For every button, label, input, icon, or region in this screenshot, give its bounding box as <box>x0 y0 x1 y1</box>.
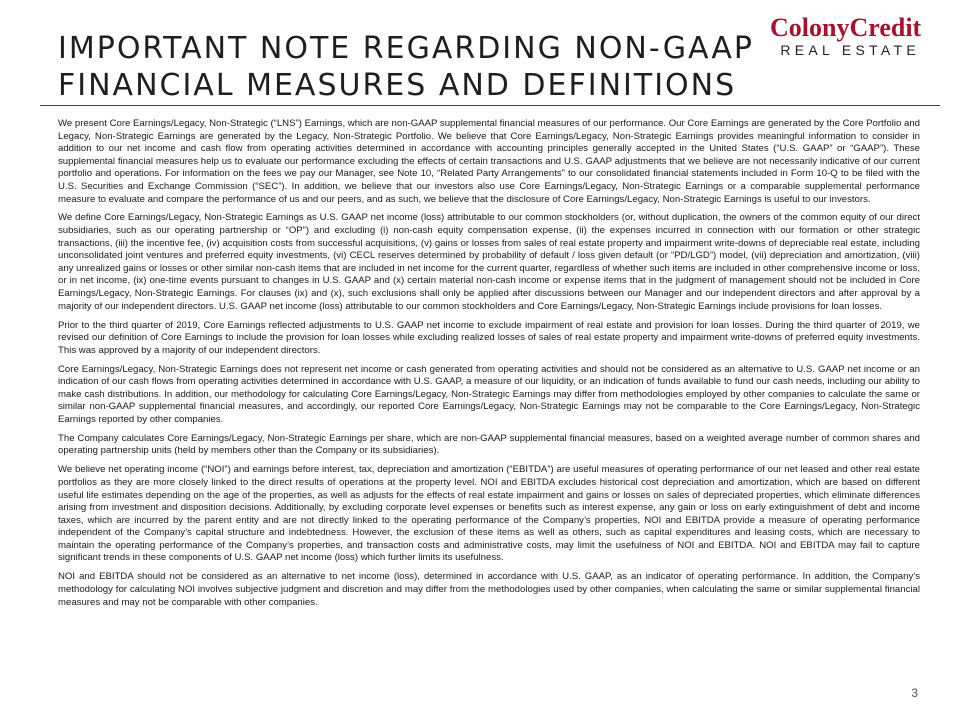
page-number: 3 <box>911 686 918 700</box>
logo-wordmark <box>770 14 920 42</box>
company-logo <box>770 14 920 58</box>
header-divider <box>40 105 940 106</box>
paragraph-per-share: The Company calculates Core Earnings/Legacy, Non-Strategic Earnings per share, which are non-GAAP supplemental financial measures, based on a weighted average number of common shares and operating partnership units (held by members other than the Company or its subsidiaries). <box>58 432 920 457</box>
page-title-line-2: FINANCIAL MEASURES AND DEFINITIONS <box>58 68 737 103</box>
paragraph-definition-revision: Prior to the third quarter of 2019, Core Earnings reflected adjustments to U.S. GAAP net income to exclude impairment of real estate and provision for loan losses. During the third quarter of 2019, we revised our definition of Core Earnings to include the provision for loan losses while excluding realized losses of sales of real estate property and impairment write-downs of preferred equity investments. This was approved by a majority of our independent directors. <box>58 319 920 356</box>
paragraph-noi-ebitda: We believe net operating income (“NOI”) and earnings before interest, tax, depreciation and amortization (“EBITDA”) are useful measures of operating performance of our net leased and other real estate portfolios as they are more closely linked to the direct results of operations at the property level. NOI and EBITDA excludes historical cost depreciation and amortization, which are based on different useful life estimates depending on the age of the properties, as well as adjusts for the effects of real estate impairment and gains or losses on sales of depreciated properties, which eliminate differences arising from investment and disposition decisions. Additionally, by excluding corporate level expenses or benefits such as interest expense, any gain or loss on early extinguishment of debt and income taxes, which are incurred by the parent entity and are not directly linked to the operating performance of the Company’s properties, NOI and EBITDA provide a measure of operating performance independent of the Company’s capital structure and indebtedness. However, the exclusion of these items as well as others, such as capital expenditures and leasing costs, which are necessary to maintain the operating performance of the Company’s properties, and transaction costs and administrative costs, may limit the usefulness of NOI and EBITDA. NOI and EBITDA may fail to capture significant trends in these components of U.S. GAAP net income (loss) which further limits its usefulness. <box>58 464 920 564</box>
page-title <box>58 30 758 104</box>
logo-word-colony: Colony <box>770 13 850 42</box>
disclosure-body <box>58 118 920 615</box>
paragraph-noi-ebitda-limitations: NOI and EBITDA should not be considered as an alternative to net income (loss), determined in accordance with U.S. GAAP, as an indicator of operating performance. In addition, the Company’s methodology for calculating NOI involves subjective judgment and discretion and may differ from the methodologies used by other companies, when calculating the same or similar supplemental financial measures and may not be comparable with other companies. <box>58 571 920 608</box>
logo-word-credit: Credit <box>849 13 922 42</box>
page-title-line-1: IMPORTANT NOTE REGARDING NON-GAAP <box>58 31 755 66</box>
paragraph-core-earnings-definition: We define Core Earnings/Legacy, Non-Strategic Earnings as U.S. GAAP net income (loss) attributable to our common stockholders (or, without duplication, the owners of the common equity of our direct subsidiaries, such as our operating partnership or “OP”) and excluding (i) non-cash equity compensation expense, (ii) the expenses incurred in connection with our formation or other strategic transactions, (iii) the incentive fee, (iv) acquisition costs from successful acquisitions, (v) gains or losses from sales of real estate property and impairment write-downs of depreciable real estate, including unconsolidated joint ventures and preferred equity investments, (vi) CECL reserves determined by probability of default / loss given default (or “PD/LGD”) model, (vii) depreciation and amortization, (viii) any unrealized gains or losses or other similar non-cash items that are included in net income for the current quarter, regardless of whether such items are included in other comprehensive income or loss, or in net income, (ix) one-time events pursuant to changes in U.S. GAAP and (x) certain material non-cash income or expense items that in the judgment of management should not be included in Core Earnings/Legacy, Non-Strategic Earnings. For clauses (ix) and (x), such exclusions shall only be applied after discussions between our Manager and our independent directors and after approval by a majority of our independent directors. U.S. GAAP net income (loss) attributable to our common stockholders and Core Earnings/Legacy, Non-Strategic Earnings include provisions for loan losses. <box>58 212 920 312</box>
paragraph-core-earnings-intro: We present Core Earnings/Legacy, Non-Strategic (“LNS”) Earnings, which are non-GAAP supplemental financial measures of our performance. Our Core Earnings are generated by the Core Portfolio and Legacy, Non-Strategic Earnings are generated by the Legacy, Non-Strategic Portfolio. We believe that Core Earnings/Legacy, Non-Strategic Earnings provides meaningful information to consider in addition to our net income and cash flow from operating activities determined in accordance with accounting principles generally accepted in the United States (“U.S. GAAP” or “GAAP”). These supplemental financial measures help us to evaluate our performance excluding the effects of certain transactions and U.S. GAAP adjustments that we believe are not necessarily indicative of our current portfolio and operations. For information on the fees we pay our Manager, see Note 10, “Related Party Arrangements” to our consolidated financial statements included in Form 10-Q to be filed with the U.S. Securities and Exchange Commission (“SEC”). In addition, we believe that our investors also use Core Earnings/Legacy, Non-Strategic Earnings or a comparable supplemental performance measure to evaluate and compare the performance of us and our peers, and as such, we believe that the disclosure of Core Earnings/Legacy, Non-Strategic Earnings is useful to our investors. <box>58 118 920 205</box>
paragraph-limitations: Core Earnings/Legacy, Non-Strategic Earnings does not represent net income or cash generated from operating activities and should not be considered as an alternative to U.S. GAAP net income or an indication of our cash flows from operating activities determined in accordance with U.S. GAAP, a measure of our liquidity, or an indication of funds available to fund our cash needs, including our ability to make cash distributions. In addition, our methodology for calculating Core Earnings/Legacy, Non-Strategic Earnings may differ from methodologies employed by other companies to calculate the same or similar non-GAAP supplemental financial measures, and accordingly, our reported Core Earnings/Legacy, Non-Strategic Earnings may not be comparable to the Core Earnings/Legacy, Non-Strategic Earnings reported by other companies. <box>58 363 920 425</box>
logo-subtitle: REAL ESTATE <box>780 42 920 58</box>
